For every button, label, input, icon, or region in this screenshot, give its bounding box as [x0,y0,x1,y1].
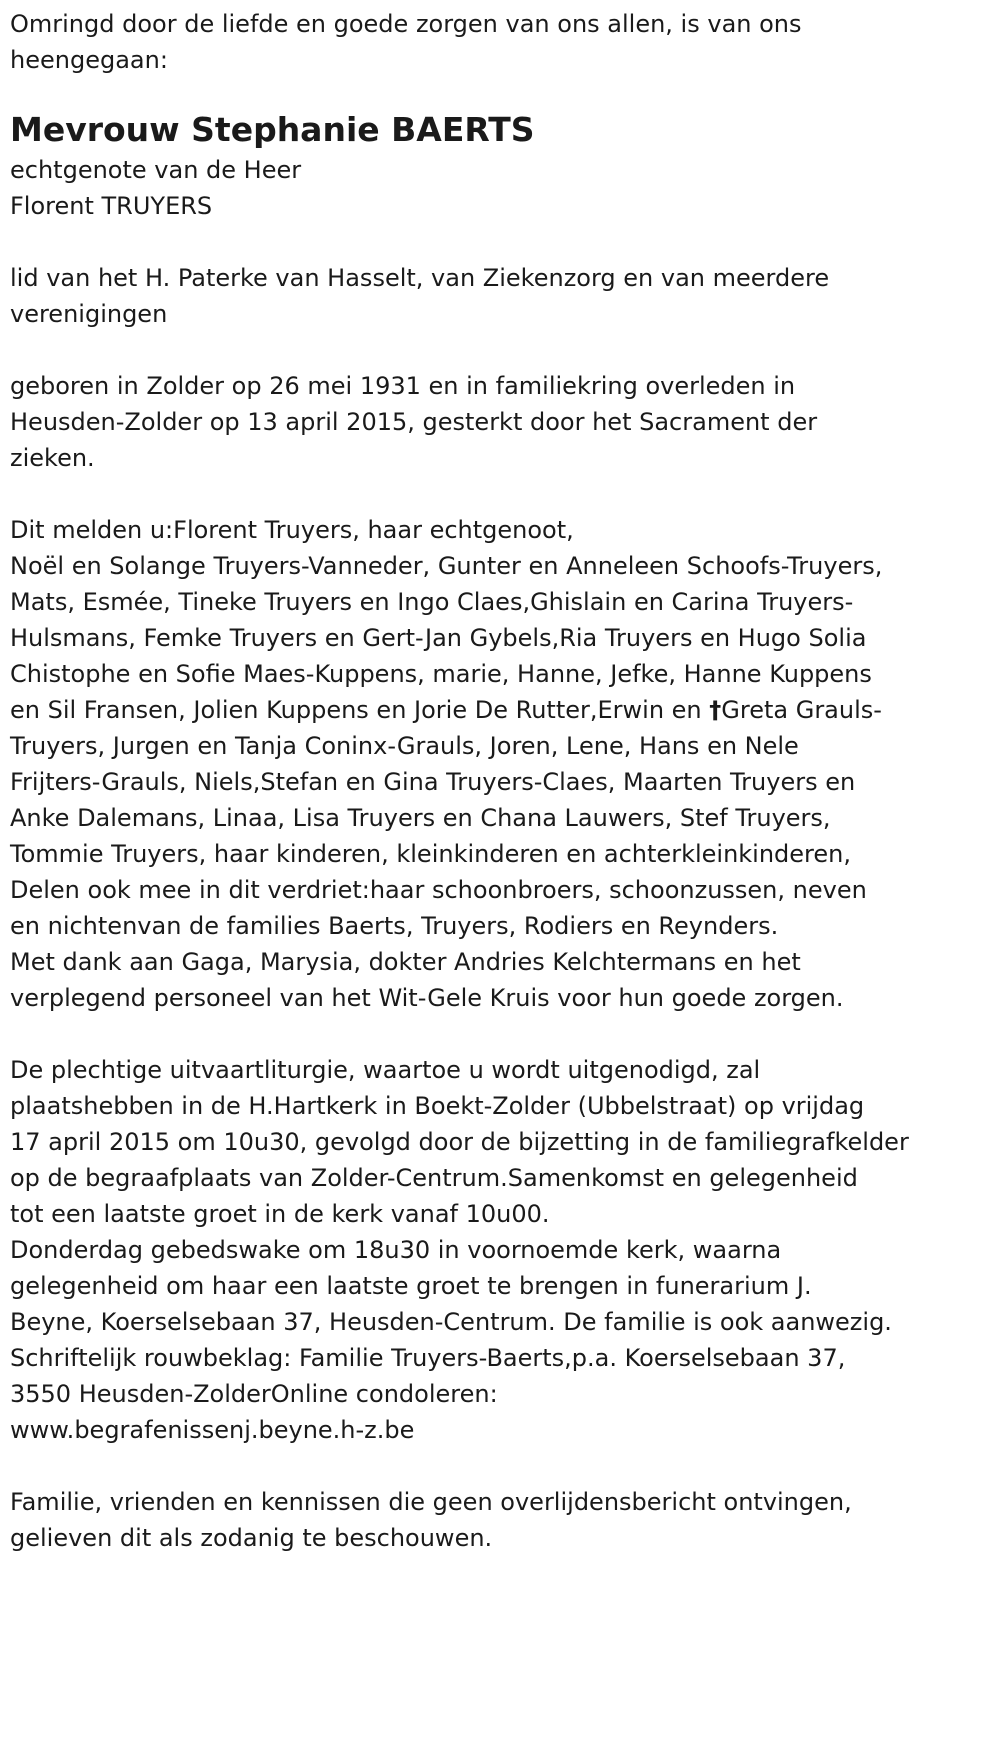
paragraph-gap [10,476,995,512]
text-line: Frijters-Grauls, Niels,Stefan en Gina Truyers-Claes, Maarten Truyers en [10,768,856,796]
text-line: De plechtige uitvaartliturgie, waartoe u wordt uitgenodigd, zal [10,1056,761,1084]
text-line: geboren in Zolder op 26 mei 1931 en in familiekring overleden in [10,372,796,400]
paragraph-gap [10,1016,995,1052]
text-line: zieken. [10,444,95,472]
text-line: gelegenheid om haar een laatste groet te brengen in funerarium J. [10,1272,812,1300]
text-line: op de begraafplaats van Zolder-Centrum.Samenkomst en gelegenheid [10,1164,858,1192]
paragraph-gap [10,1448,995,1484]
text-line: Dit melden u:Florent Truyers, haar echtgenoot, [10,516,574,544]
text-line: Met dank aan Gaga, Marysia, dokter Andries Kelchtermans en het [10,948,801,976]
text-line: 17 april 2015 om 10u30, gevolgd door de bijzetting in de familiegrafkelder [10,1128,909,1156]
text-line: 3550 Heusden-ZolderOnline condoleren: [10,1380,498,1408]
birth-death-paragraph [10,368,995,476]
text-line: verplegend personeel van het Wit-Gele Kruis voor hun goede zorgen. [10,984,844,1012]
paragraph-gap [10,332,995,368]
text-line: heengegaan: [10,46,168,74]
text-line: Chistophe en Sofie Maes-Kuppens, marie, Hanne, Jefke, Hanne Kuppens [10,660,872,688]
text-line: Beyne, Koerselsebaan 37, Heusden-Centrum. De familie is ook aanwezig. [10,1308,892,1336]
text-line: Schriftelijk rouwbeklag: Familie Truyers-Baerts,p.a. Koerselsebaan 37, [10,1344,846,1372]
text-line: gelieven dit als zodanig te beschouwen. [10,1524,493,1552]
obituary-document [10,0,995,1556]
text-segment: en Sil Fransen, Jolien Kuppens en Jorie De Rutter,Erwin en [10,696,710,724]
text-line: Anke Dalemans, Linaa, Lisa Truyers en Chana Lauwers, Stef Truyers, [10,804,831,832]
text-line [10,692,995,728]
text-line: Tommie Truyers, haar kinderen, kleinkinderen en achterkleinkinderen, [10,840,851,868]
cross-icon: † [709,696,722,724]
condolence-link: www.begrafenissenj.beyne.h-z.be [10,1416,415,1444]
closing-paragraph [10,1484,995,1556]
text-line: Truyers, Jurgen en Tanja Coninx-Grauls, Joren, Lene, Hans en Nele [10,732,799,760]
text-line: Mats, Esmée, Tineke Truyers en Ingo Claes,Ghislain en Carina Truyers- [10,588,854,616]
text-line: tot een laatste groet in de kerk vanaf 10u00. [10,1200,550,1228]
text-line: plaatshebben in de H.Hartkerk in Boekt-Zolder (Ubbelstraat) op vrijdag [10,1092,865,1120]
spouse-paragraph [10,152,995,224]
text-line: Noël en Solange Truyers-Vanneder, Gunter en Anneleen Schoofs-Truyers, [10,552,883,580]
text-line: lid van het H. Paterke van Hasselt, van Ziekenzorg en van meerdere [10,264,830,292]
text-line: Hulsmans, Femke Truyers en Gert-Jan Gybels,Ria Truyers en Hugo Solia [10,624,867,652]
text-line: Omringd door de liefde en goede zorgen van ons allen, is van ons [10,10,802,38]
text-line: verenigingen [10,300,168,328]
text-line: Delen ook mee in dit verdriet:haar schoonbroers, schoonzussen, neven [10,876,867,904]
text-line: Familie, vrienden en kennissen die geen overlijdensbericht ontvingen, [10,1488,852,1516]
funeral-paragraph [10,1052,995,1448]
text-line: Florent TRUYERS [10,192,213,220]
intro-paragraph [10,6,995,78]
family-paragraph [10,512,995,1016]
text-line: en nichtenvan de families Baerts, Truyers, Rodiers en Reynders. [10,912,779,940]
membership-paragraph [10,260,995,332]
paragraph-gap [10,224,995,260]
text-line: echtgenote van de Heer [10,156,302,184]
text-line: Heusden-Zolder op 13 april 2015, gesterkt door het Sacrament der [10,408,818,436]
deceased-name: Mevrouw Stephanie BAERTS [10,110,535,149]
text-line: Donderdag gebedswake om 18u30 in voornoemde kerk, waarna [10,1236,782,1264]
text-segment: Greta Grauls- [721,696,882,724]
